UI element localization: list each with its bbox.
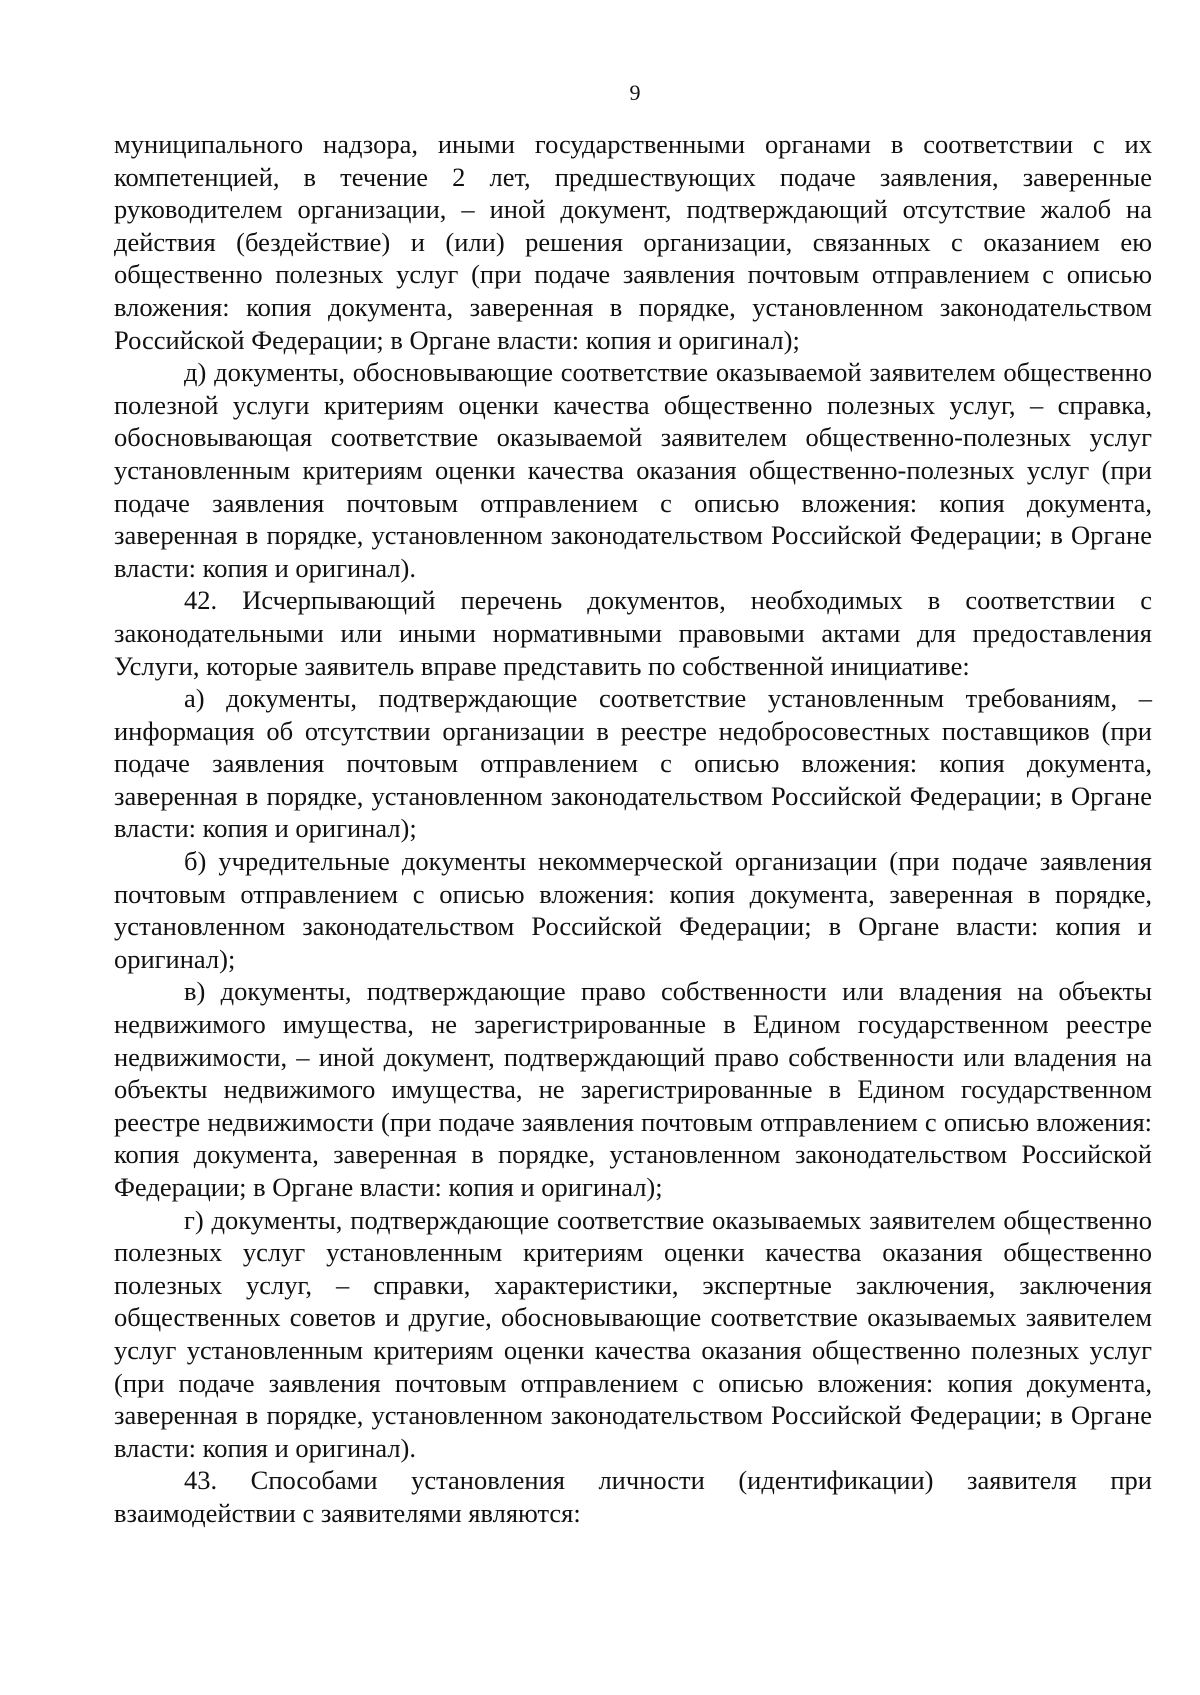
paragraph-43: 43. Способами установления личности (идентификации) заявителя при взаимодействии с заявителями являются: bbox=[114, 1465, 1152, 1528]
paragraph-item-v: в) документы, подтверждающие право собственности или владения на объекты недвижимого имущества, не зарегистрированные в Едином государственном реестре недвижимости, – иной документ, подтверждающий право собственности или владения на объекты недвижимого имущества, не зарегистрированные в Едином государственном реестре недвижимости (при подаче заявления почтовым отправлением с описью вложения: копия документа, заверенная в порядке, установленном законодательством Российской Федерации; в Органе власти: копия и оригинал); bbox=[114, 976, 1152, 1202]
page-number: 9 bbox=[629, 80, 641, 105]
paragraph-continuation: муниципального надзора, иными государственными органами в соответствии с их компетенцией, в течение 2 лет, предшествующих подаче заявления, заверенные руководителем организации, – иной документ, подтверждающий отсутствие жалоб на действия (бездействие) и (или) решения организации, связанных с оказанием ею общественно полезных услуг (при подаче заявления почтовым отправлением с описью вложения: копия документа, заверенная в порядке, установленном законодательством Российской Федерации; в Органе власти: копия и оригинал); bbox=[114, 129, 1152, 355]
paragraph-item-g: г) документы, подтверждающие соответствие оказываемых заявителем общественно полезных услуг установленным критериям оценки качества оказания общественно полезных услуг, – справки, характеристики, экспертные заключения, заключения общественных советов и другие, обосновывающие соответствие оказываемых заявителем услуг установленным критериям оценки качества оказания общественно полезных услуг (при подаче заявления почтовым отправлением с описью вложения: копия документа, заверенная в порядке, установленном законодательством Российской Федерации; в Органе власти: копия и оригинал). bbox=[114, 1204, 1152, 1463]
paragraph-42: 42. Исчерпывающий перечень документов, необходимых в соответствии с законодательными или иными нормативными правовыми актами для предоставления Услуги, которые заявитель вправе представить по собственной инициативе: bbox=[114, 585, 1152, 681]
document-body bbox=[114, 128, 1152, 1530]
paragraph-item-d: д) документы, обосновывающие соответствие оказываемой заявителем общественно полезной услуги критериям оценки качества общественно полезных услуг, – справка, обосновывающая соответствие оказываемой заявителем общественно-полезных услуг установленным критериям оценки качества оказания общественно-полезных услуг (при подаче заявления почтовым отправлением с описью вложения: копия документа, заверенная в порядке, установленном законодательством Российской Федерации; в Органе власти: копия и оригинал). bbox=[114, 357, 1152, 583]
paragraph-item-a: а) документы, подтверждающие соответствие установленным требованиям, – информация об отсутствии организации в реестре недобросовестных поставщиков (при подаче заявления почтовым отправлением с описью вложения: копия документа, заверенная в порядке, установленном законодательством Российской Федерации; в Органе власти: копия и оригинал); bbox=[114, 683, 1152, 844]
paragraph-item-b: б) учредительные документы некоммерческой организации (при подаче заявления почтовым отправлением с описью вложения: копия документа, заверенная в порядке, установленном законодательством Российской Федерации; в Органе власти: копия и оригинал); bbox=[114, 846, 1152, 974]
